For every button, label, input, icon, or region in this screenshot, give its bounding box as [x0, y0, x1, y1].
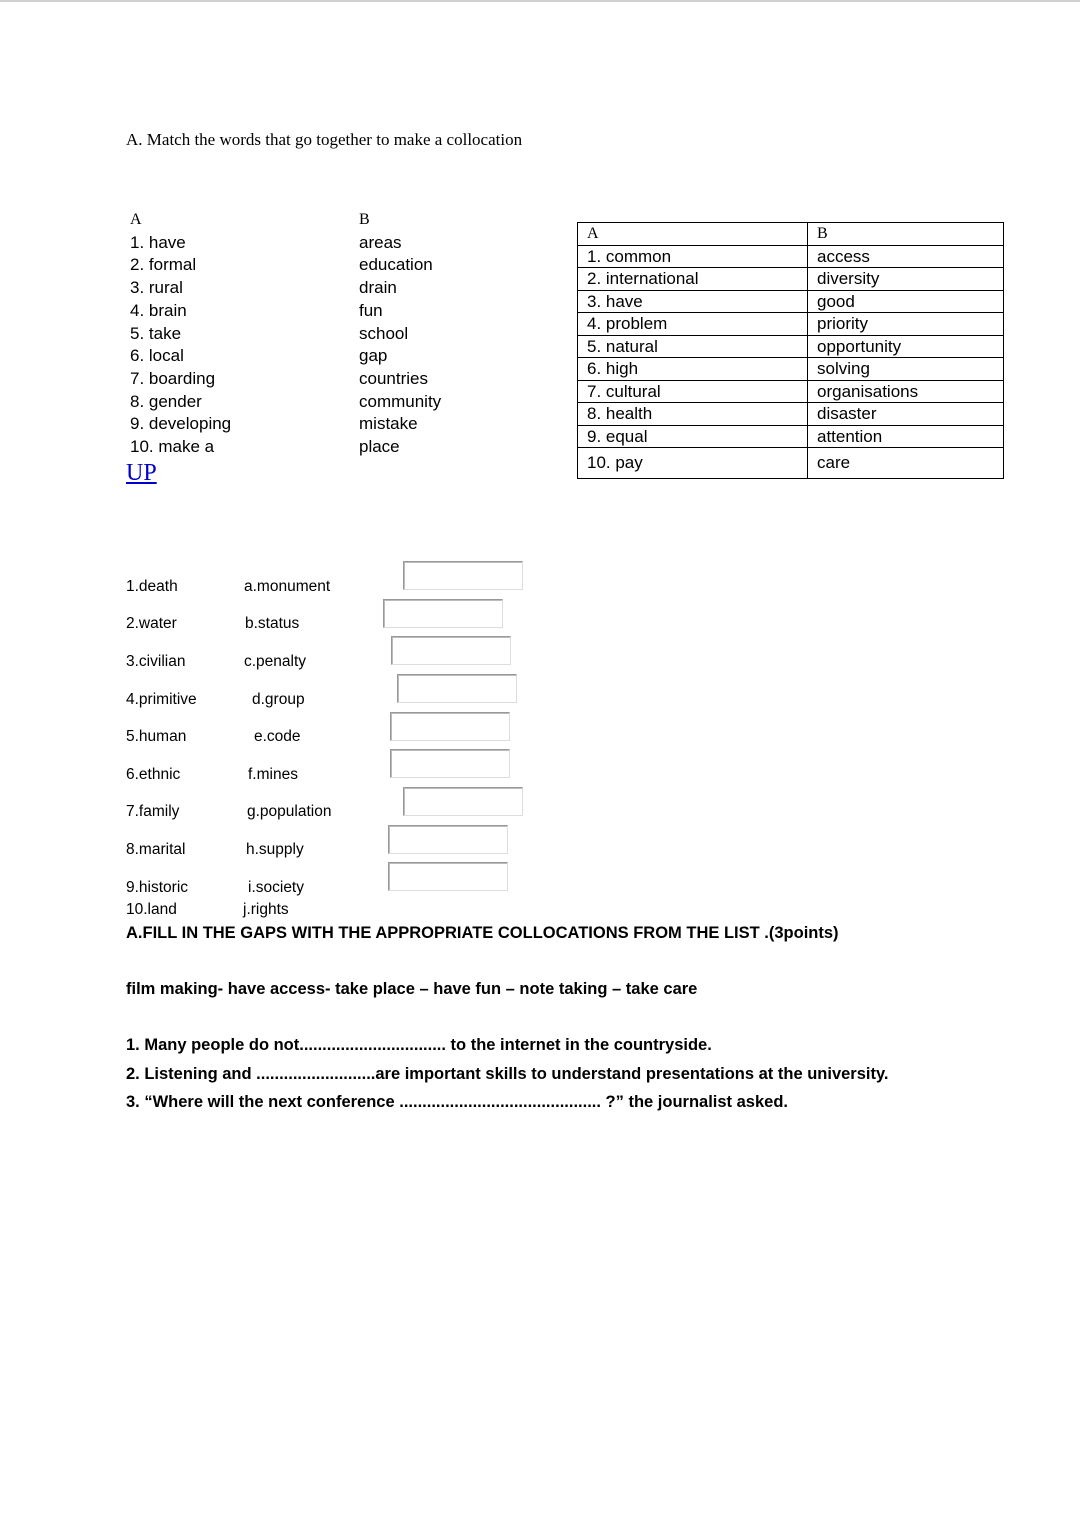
table-header-row	[578, 223, 1004, 246]
answer-box[interactable]	[388, 862, 508, 891]
table-row	[578, 380, 1004, 403]
answer-box[interactable]	[403, 787, 523, 816]
list-item: 1. have	[130, 232, 186, 252]
table-header-a: A	[578, 223, 808, 246]
table-cell: attention	[808, 425, 1004, 448]
list-item: community	[359, 391, 442, 411]
table-row	[578, 403, 1004, 426]
list-item: place	[359, 437, 400, 457]
match2-left-item: 7.family	[126, 803, 180, 820]
match2-left-item: 2.water	[126, 615, 177, 632]
sentence-item: 3. “Where will the next conference ............................................ ?” the journalist asked.	[126, 1093, 788, 1111]
up-link[interactable]: UP	[126, 460, 157, 486]
answer-box[interactable]	[390, 749, 510, 778]
answer-box[interactable]	[388, 825, 508, 854]
list-item: education	[359, 255, 433, 275]
collocation-table	[577, 222, 1004, 479]
list-item: 7. boarding	[130, 368, 216, 388]
table-cell: opportunity	[808, 335, 1004, 358]
table-cell: care	[808, 448, 1004, 479]
match2-left-item: 10.land	[126, 901, 177, 918]
match2-left-item: 5.human	[126, 728, 187, 745]
match2-left-item: 3.civilian	[126, 653, 186, 670]
answer-box[interactable]	[383, 599, 503, 628]
table-row	[578, 245, 1004, 268]
answer-box[interactable]	[403, 561, 523, 590]
match2-right-item: e.code	[254, 728, 301, 745]
table-cell: solving	[808, 358, 1004, 381]
list-item: areas	[359, 232, 402, 252]
list-item: 9. developing	[130, 414, 232, 434]
match2-right-item: j.rights	[243, 901, 289, 918]
exercise-heading: A. Match the words that go together to make a collocation	[126, 130, 523, 149]
list1-column-b	[359, 209, 441, 459]
column-b-header: B	[359, 211, 370, 228]
list-item: countries	[359, 368, 428, 388]
table-cell: 8. health	[578, 403, 808, 426]
list-item: 10. make a	[130, 437, 215, 457]
table-cell: organisations	[808, 380, 1004, 403]
list-item: school	[359, 323, 409, 343]
match2-left-item: 9.historic	[126, 879, 189, 896]
match2-right-item: b.status	[245, 615, 300, 632]
fill-section-title: A.FILL IN THE GAPS WITH THE APPROPRIATE COLLOCATIONS FROM THE LIST .(3points)	[126, 924, 839, 942]
table-row	[578, 313, 1004, 336]
match2-left-item: 8.marital	[126, 841, 186, 858]
match2-right-item: i.society	[248, 879, 304, 896]
match2-left-item: 1.death	[126, 578, 178, 595]
answer-box[interactable]	[391, 636, 511, 665]
table-cell: good	[808, 290, 1004, 313]
answer-box[interactable]	[397, 674, 517, 703]
match2-left-item: 4.primitive	[126, 691, 197, 708]
sentence-item: 1. Many people do not................................ to the internet in the countryside.	[126, 1036, 712, 1054]
table-cell: access	[808, 245, 1004, 268]
table-cell: 10. pay	[578, 448, 808, 479]
match2-right-item: f.mines	[248, 766, 298, 783]
list-item: 8. gender	[130, 391, 202, 411]
match2-right-item: c.penalty	[244, 653, 307, 670]
list-item: gap	[359, 346, 388, 366]
list-item: 2. formal	[130, 255, 197, 275]
match2-right-item: h.supply	[246, 841, 304, 858]
table-row	[578, 358, 1004, 381]
match2-right-item: a.monument	[244, 578, 331, 595]
list-item: 4. brain	[130, 300, 187, 320]
list1-column-a	[130, 209, 231, 459]
table-cell: 9. equal	[578, 425, 808, 448]
table-row	[578, 448, 1004, 479]
table-cell: priority	[808, 313, 1004, 336]
list-item: 5. take	[130, 323, 182, 343]
table-row	[578, 335, 1004, 358]
table-cell: 7. cultural	[578, 380, 808, 403]
table-row	[578, 268, 1004, 291]
sentence-item: 2. Listening and ..........................are important skills to understand presentations at the university.	[126, 1065, 889, 1083]
table-cell: 1. common	[578, 245, 808, 268]
table-cell: 2. international	[578, 268, 808, 291]
collocation-word-list: film making- have access- take place – have fun – note taking – take care	[126, 980, 698, 998]
table-cell: 6. high	[578, 358, 808, 381]
list-item: drain	[359, 278, 397, 298]
list-item: 6. local	[130, 346, 184, 366]
table-cell: 3. have	[578, 290, 808, 313]
table-cell: diversity	[808, 268, 1004, 291]
list-item: mistake	[359, 414, 418, 434]
table-header-b: B	[808, 223, 1004, 246]
match2-right-item: g.population	[247, 803, 332, 820]
table-row	[578, 290, 1004, 313]
list-item: fun	[359, 300, 383, 320]
table-cell: disaster	[808, 403, 1004, 426]
list-item: 3. rural	[130, 278, 183, 298]
table-row	[578, 425, 1004, 448]
answer-box[interactable]	[390, 712, 510, 741]
table-cell: 5. natural	[578, 335, 808, 358]
table-cell: 4. problem	[578, 313, 808, 336]
match2-left-item: 6.ethnic	[126, 766, 181, 783]
column-a-header: A	[130, 211, 142, 228]
match2-right-item: d.group	[252, 691, 305, 708]
page-top-border	[0, 0, 1080, 2]
